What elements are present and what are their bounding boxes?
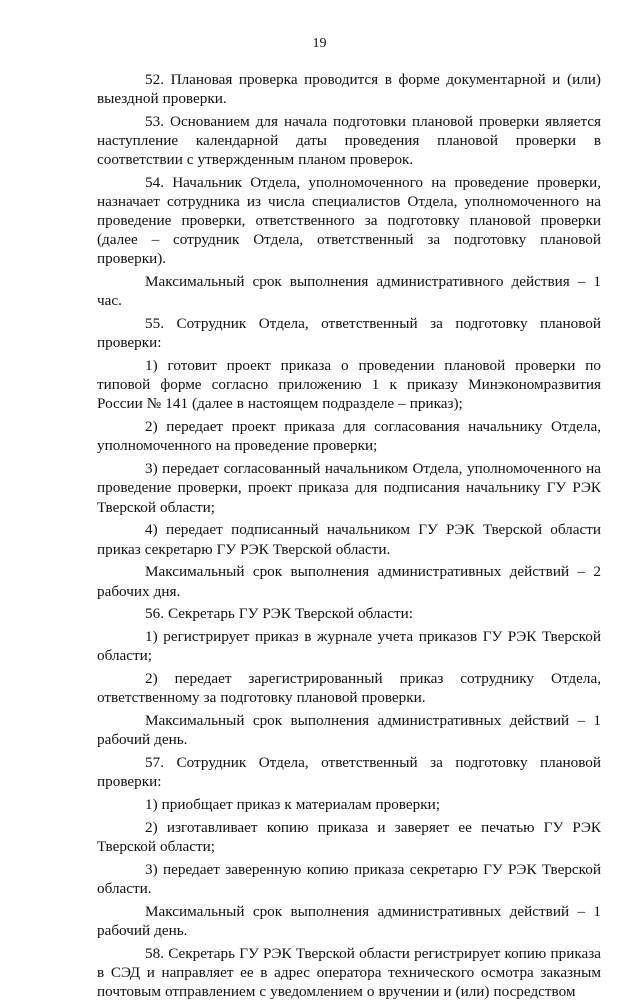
list-item: 1) регистрирует приказ в журнале учета приказов ГУ РЭК Тверской области; [97, 628, 601, 665]
max-term-paragraph: Максимальный срок выполнения административных действий – 2 рабочих дня. [97, 563, 601, 600]
list-item: 1) готовит проект приказа о проведении плановой проверки по типовой форме согласно приложению 1 к приказу Минэкономразвития России № 141 (далее в настоящем подразделе – приказ); [97, 357, 601, 413]
document-body [97, 70, 601, 1005]
paragraph-58: 58. Секретарь ГУ РЭК Тверской области регистрирует копию приказа в СЭД и направляет ее в адрес оператора технического осмотра заказным почтовым отправлением с уведомлением о вручении и (или) посредством [97, 945, 601, 1001]
max-term-paragraph: Максимальный срок выполнения административных действий – 1 рабочий день. [97, 903, 601, 940]
list-item: 4) передает подписанный начальником ГУ РЭК Тверской области приказ секретарю ГУ РЭК Тверской области. [97, 521, 601, 558]
max-term-paragraph: Максимальный срок выполнения административных действий – 1 рабочий день. [97, 712, 601, 749]
paragraph-52: 52. Плановая проверка проводится в форме документарной и (или) выездной проверки. [97, 71, 601, 108]
paragraph-57: 57. Сотрудник Отдела, ответственный за подготовку плановой проверки: [97, 754, 601, 791]
list-item: 2) передает зарегистрированный приказ сотруднику Отдела, ответственному за подготовку плановой проверки. [97, 670, 601, 707]
page-number: 19 [312, 36, 327, 51]
list-item: 3) передает заверенную копию приказа секретарю ГУ РЭК Тверской области. [97, 861, 601, 898]
list-item: 2) передает проект приказа для согласования начальнику Отдела, уполномоченного на проведение проверки; [97, 418, 601, 455]
list-item: 2) изготавливает копию приказа и заверяет ее печатью ГУ РЭК Тверской области; [97, 819, 601, 856]
paragraph-53: 53. Основанием для начала подготовки плановой проверки является наступление календарной даты проведения плановой проверки в соответствии с утвержденным планом проверок. [97, 112, 601, 169]
list-item: 3) передает согласованный начальником Отдела, уполномоченного на проведение проверки, проект приказа для подписания начальнику ГУ РЭК Тверской области; [97, 460, 601, 516]
paragraph-55: 55. Сотрудник Отдела, ответственный за подготовку плановой проверки: [97, 315, 601, 352]
list-item: 1) приобщает приказ к материалам проверки; [145, 796, 440, 814]
paragraph-56: 56. Секретарь ГУ РЭК Тверской области: [145, 605, 413, 623]
paragraph-54: 54. Начальник Отдела, уполномоченного на проведение проверки, назначает сотрудника из числа специалистов Отдела, уполномоченного на проведение проверки, ответственного за подготовку плановой проверки (далее – сотрудник Отдела, ответственный за подготовку плановой проверки). [97, 174, 601, 268]
max-term-paragraph: Максимальный срок выполнения административного действия – 1 час. [97, 273, 601, 310]
